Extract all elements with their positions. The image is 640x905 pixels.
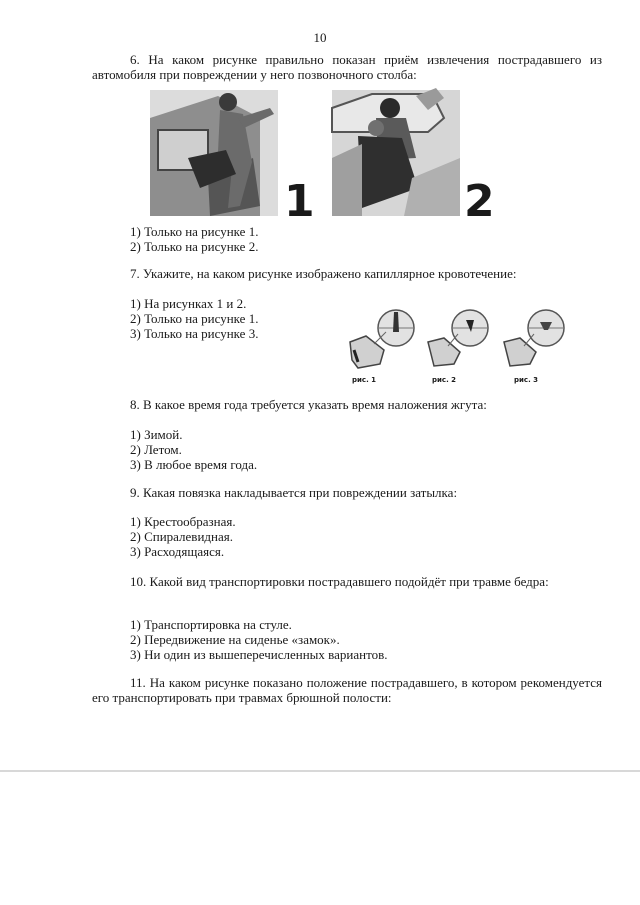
- question-11-text: На каком рисунке показано положение пострадавшего, в котором рекомендуется его транспортировать при травмах брюшной полости:: [92, 675, 602, 705]
- bleeding-figure-2: [428, 310, 488, 384]
- question-10-number: 10.: [130, 574, 147, 589]
- bleeding-figure-3: [504, 310, 564, 384]
- question-8-option-3: 3) В любое время года.: [130, 457, 258, 472]
- question-10-option-2: 2) Передвижение на сиденье «замок».: [130, 632, 340, 647]
- question-10-option-1: 1) Транспортировка на стуле.: [130, 617, 292, 632]
- figure-2-label: 2: [464, 176, 495, 220]
- figure-bleeding-types: [344, 302, 576, 388]
- question-8-number: 8.: [130, 397, 140, 412]
- question-8-option-2: 2) Летом.: [130, 442, 182, 457]
- question-8: [92, 397, 602, 412]
- question-6-number: 6.: [130, 52, 140, 67]
- question-7-option-3: 3) Только на рисунке 3.: [130, 326, 259, 341]
- question-11: [92, 675, 602, 705]
- figure-car-extraction: [148, 88, 510, 220]
- question-9-options: [130, 514, 430, 559]
- figure-1-car-scene: [150, 90, 278, 216]
- question-8-options: [130, 427, 430, 472]
- question-8-option-1: 1) Зимой.: [130, 427, 183, 442]
- figure-caption-1: рис. 1: [352, 376, 377, 384]
- question-10-option-3: 3) Ни один из вышеперечисленных вариантов.: [130, 647, 388, 662]
- question-7-option-2: 2) Только на рисунке 1.: [130, 311, 259, 326]
- page-bottom-edge: [0, 770, 640, 772]
- figure-1-label: 1: [284, 176, 315, 220]
- question-9: [92, 485, 602, 500]
- question-11-number: 11.: [130, 675, 146, 690]
- bleeding-figure-1: [350, 310, 414, 384]
- question-6-text: На каком рисунке правильно показан приём извлечения пострадавшего из автомобиля при повреждении у него позвоночного столба:: [92, 52, 603, 82]
- question-7-number: 7.: [130, 266, 140, 281]
- question-7: [92, 266, 602, 281]
- question-7-text: Укажите, на каком рисунке изображено капиллярное кровотечение:: [143, 266, 517, 281]
- question-6: [92, 52, 602, 82]
- figure-2-car-scene: [332, 88, 460, 216]
- question-9-text: Какая повязка накладывается при повреждении затылка:: [143, 485, 458, 500]
- question-6-option-1: 1) Только на рисунке 1.: [130, 224, 259, 239]
- figure-caption-2: рис. 2: [432, 376, 457, 384]
- question-8-text: В какое время года требуется указать время наложения жгута:: [143, 397, 487, 412]
- figure-caption-3: рис. 3: [514, 376, 539, 384]
- question-10-text: Какой вид транспортировки пострадавшего подойдёт при травме бедра:: [149, 574, 549, 589]
- question-6-options: [130, 224, 430, 254]
- question-10-options: [130, 617, 430, 662]
- question-7-option-1: 1) На рисунках 1 и 2.: [130, 296, 247, 311]
- question-9-option-3: 3) Расходящаяся.: [130, 544, 225, 559]
- question-9-number: 9.: [130, 485, 140, 500]
- question-9-option-1: 1) Крестообразная.: [130, 514, 236, 529]
- question-9-option-2: 2) Спиралевидная.: [130, 529, 233, 544]
- question-6-option-2: 2) Только на рисунке 2.: [130, 239, 259, 254]
- question-10: [92, 574, 602, 589]
- page-number: 10: [313, 30, 327, 45]
